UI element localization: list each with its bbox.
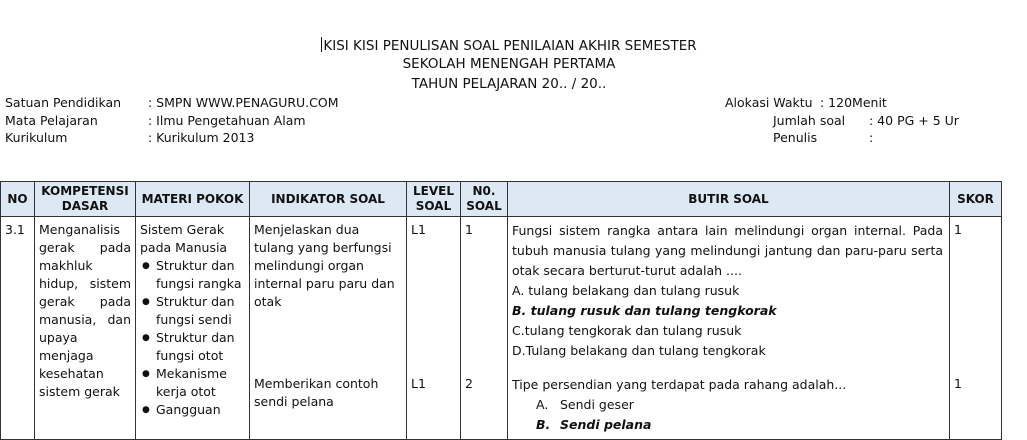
question-1-option-b-answer: B. tulang rusuk dan tulang tengkorak: [512, 303, 777, 318]
no-soal-q1: 1: [465, 222, 473, 237]
penulis-value: :: [869, 130, 874, 145]
cell-butir-soal: [508, 217, 950, 440]
question-2-option-b-answer: [512, 415, 945, 435]
cell-skor: [950, 217, 1002, 440]
indikator-q1: Menjelaskan dua tulang yang berfungsi melindungi organ internal paru paru dan otak: [254, 222, 395, 309]
option-b-label: B.: [536, 417, 551, 432]
header-level-soal: LEVEL SOAL: [407, 182, 461, 217]
materi-title: Sistem Gerak pada Manusia: [140, 222, 228, 255]
kisi-kisi-table: [0, 181, 1002, 440]
header-butir-soal: BUTIR SOAL: [508, 182, 950, 217]
option-a-text: Sendi geser: [560, 397, 634, 412]
academic-year: TAHUN PELAJARAN 20.. / 20..: [411, 76, 607, 92]
question-2-text: Tipe persendian yang terdapat pada rahang adalah...: [512, 377, 847, 392]
question-1-text: Fungsi sistem rangka antara lain melindungi organ internal. Pada tubuh manusia tulang yang melindungi jantung dan paru-paru serta otak secara berturut-turut adalah ....: [512, 223, 943, 278]
jumlah-value: : 40 PG + 5 Ur: [869, 113, 959, 128]
skor-q1: 1: [954, 222, 962, 237]
list-item: ● Mekanisme kerja otot: [140, 365, 245, 401]
materi-list: [140, 257, 245, 419]
question-2-option-a: [512, 395, 945, 415]
cell-level-soal: [407, 217, 461, 440]
kurikulum-label: Kurikulum: [5, 130, 68, 145]
header-kompetensi-dasar: KOMPETENSI DASAR: [35, 182, 136, 217]
level-q1: L1: [411, 222, 426, 237]
mapel-value: : Ilmu Pengetahuan Alam: [148, 113, 306, 128]
header-indikator-soal: INDIKATOR SOAL: [250, 182, 407, 217]
alokasi-label: Alokasi Waktu: [725, 95, 813, 110]
document-subtitle: SEKOLAH MENENGAH PERTAMA: [402, 56, 616, 72]
list-item: ● Struktur dan fungsi sendi: [140, 293, 245, 329]
alokasi-value: : 120Menit: [820, 95, 887, 110]
kompetensi-dasar-text: Menganalisis gerak pada makhluk hidup, sistem gerak pada manusia, dan upaya menjaga kesehatan sistem gerak: [39, 222, 131, 399]
cell-no-soal: [461, 217, 508, 440]
option-a-label: A.: [536, 397, 549, 412]
question-1-option-d: D.Tulang belakang dan tulang tengkorak: [512, 343, 766, 358]
list-item: ● Struktur dan fungsi otot: [140, 329, 245, 365]
indikator-q2: Memberikan contoh sendi pelana: [254, 376, 379, 409]
penulis-label: Penulis: [773, 130, 818, 145]
table-row: [1, 217, 1002, 440]
mapel-label: Mata Pelajaran: [5, 113, 98, 128]
question-1-option-a: A. tulang belakang dan tulang rusuk: [512, 283, 740, 298]
jumlah-label: Jumlah soal: [773, 113, 846, 128]
header-no: NO: [1, 182, 35, 217]
header-materi-pokok: MATERI POKOK: [136, 182, 250, 217]
document-title: KISI KISI PENULISAN SOAL PENILAIAN AKHIR SEMESTER: [323, 38, 697, 54]
option-b-text: Sendi pelana: [560, 417, 652, 432]
kurikulum-value: : Kurikulum 2013: [148, 130, 255, 145]
cell-materi-pokok: [136, 217, 250, 440]
question-2: [512, 375, 945, 435]
question-1-option-c: C.tulang tengkorak dan tulang rusuk: [512, 323, 742, 338]
level-q2: L1: [411, 376, 426, 391]
cell-kompetensi-dasar: [35, 217, 136, 440]
satuan-label: Satuan Pendidikan: [5, 95, 122, 110]
table-header-row: [1, 182, 1002, 217]
list-item: ● Struktur dan fungsi rangka: [140, 257, 245, 293]
no-soal-q2: 2: [465, 376, 473, 391]
header-no-soal: N0. SOAL: [461, 182, 508, 217]
skor-q2: 1: [954, 376, 962, 391]
satuan-value: : SMPN WWW.PENAGURU.COM: [148, 95, 339, 110]
cell-indikator-soal: [250, 217, 407, 440]
cell-no: 3.1: [1, 217, 35, 440]
list-item: ● Gangguan: [140, 401, 245, 419]
header-skor: SKOR: [950, 182, 1002, 217]
